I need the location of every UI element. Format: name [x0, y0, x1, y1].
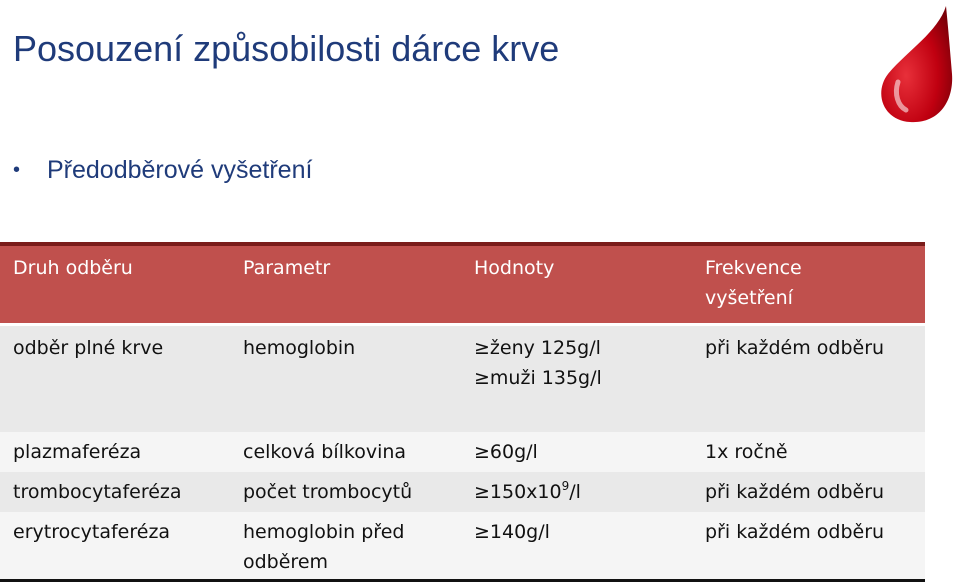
bullet-marker: •: [13, 159, 21, 181]
table-row: [0, 472, 925, 512]
cell-frekvence: 1x ročně: [705, 441, 788, 463]
donor-eligibility-table: [0, 242, 925, 582]
cell-hodnoty-base: ≥150x10: [474, 481, 562, 503]
cell-druh: trombocytaferéza: [13, 481, 182, 503]
cell-frekvence: při každém odběru: [705, 481, 885, 503]
cell-parametr-line1: hemoglobin před: [243, 521, 405, 543]
cell-parametr: hemoglobin: [243, 337, 356, 359]
bullet-item: [13, 156, 312, 185]
cell-hodnoty-line2: ≥muži 135g/l: [474, 367, 602, 389]
table-header-row: [0, 242, 925, 326]
cell-parametr: počet trombocytů: [243, 481, 413, 503]
table-row: [0, 512, 925, 582]
cell-druh: erytrocytaferéza: [13, 521, 171, 543]
cell-parametr: [243, 517, 404, 577]
cell-hodnoty: ≥140g/l: [474, 521, 550, 543]
table-row: [0, 432, 925, 472]
cell-druh: odběr plné krve: [13, 337, 164, 359]
header-druh-odberu: Druh odběru: [13, 257, 133, 279]
cell-hodnoty: [474, 333, 602, 393]
cell-druh: plazmaferéza: [13, 441, 142, 463]
cell-parametr: celková bílkovina: [243, 441, 407, 463]
table-row: [0, 326, 925, 432]
cell-frekvence: při každém odběru: [705, 337, 885, 359]
slide-title: Posouzení způsobilosti dárce krve: [13, 28, 560, 69]
cell-hodnoty: [474, 477, 581, 507]
header-frekvence-line2: vyšetření: [705, 287, 793, 309]
header-parametr: Parametr: [243, 257, 331, 279]
cell-hodnoty-unit: /l: [569, 481, 581, 503]
header-frekvence: [705, 253, 802, 313]
cell-parametr-line2: odběrem: [243, 551, 329, 573]
cell-hodnoty-line1: ≥ženy 125g/l: [474, 337, 601, 359]
header-hodnoty: Hodnoty: [474, 257, 555, 279]
blood-drop-icon: [876, 2, 956, 126]
cell-frekvence: při každém odběru: [705, 521, 885, 543]
bullet-text: Předodběrové vyšetření: [47, 156, 313, 184]
cell-hodnoty-exponent: 9: [561, 479, 570, 493]
cell-hodnoty: ≥60g/l: [474, 441, 538, 463]
header-frekvence-line1: Frekvence: [705, 257, 802, 279]
